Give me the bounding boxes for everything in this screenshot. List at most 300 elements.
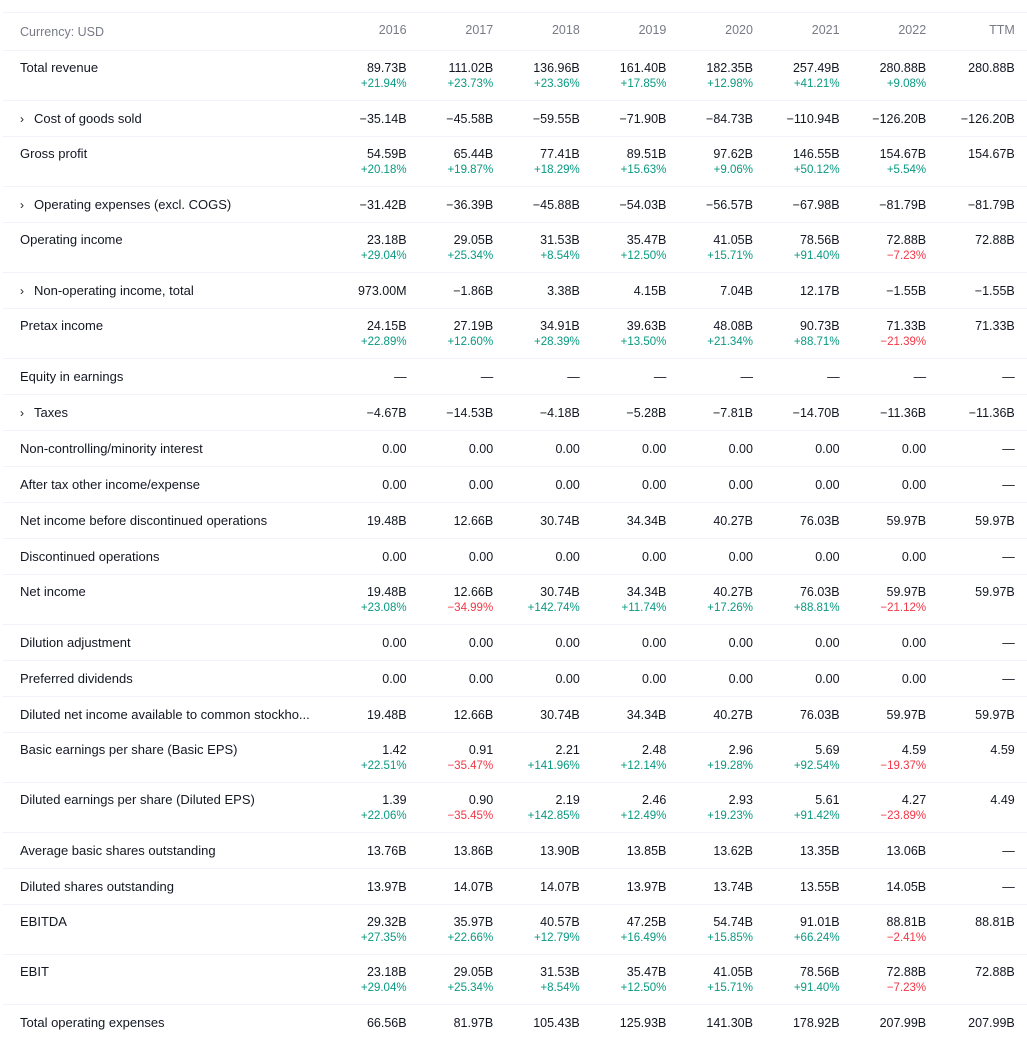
- table-cell: [668, 539, 755, 574]
- table-row: [3, 696, 1027, 732]
- table-cell: [755, 187, 842, 222]
- row-label: [3, 309, 322, 358]
- table-cell: [668, 697, 755, 732]
- row-label[interactable]: [3, 187, 322, 222]
- table-cell: [928, 1005, 1015, 1040]
- cell-change: +12.50%: [620, 250, 667, 262]
- chevron-right-icon[interactable]: ›: [20, 406, 24, 420]
- cell-value: 66.56B: [366, 1016, 407, 1030]
- table-cell: [409, 539, 496, 574]
- cell-value: 29.05B: [453, 233, 494, 247]
- table-cell: [322, 467, 409, 502]
- row-label: [3, 733, 322, 782]
- table-row: [3, 904, 1027, 954]
- table-cell: [928, 431, 1015, 466]
- table-row: [3, 660, 1027, 696]
- table-cell: [322, 833, 409, 868]
- table-cell: [755, 137, 842, 186]
- cell-value: 34.34B: [626, 514, 667, 528]
- cell-change: −35.47%: [447, 760, 494, 772]
- cell-change: +13.50%: [620, 336, 667, 348]
- cell-value: 0.00: [728, 550, 753, 564]
- table-row: [3, 538, 1027, 574]
- cell-value: 0.00: [468, 636, 494, 650]
- cell-value: 141.30B: [706, 1016, 753, 1030]
- cell-value: −11.36B: [880, 406, 927, 420]
- table-cell: [322, 309, 409, 358]
- cell-value: 207.99B: [968, 1016, 1015, 1030]
- table-cell: [755, 467, 842, 502]
- table-cell: [322, 697, 409, 732]
- table-cell: [409, 187, 496, 222]
- row-label[interactable]: [3, 395, 322, 430]
- table-cell: [582, 273, 669, 308]
- table-row[interactable]: [3, 100, 1027, 136]
- table-cell: [842, 223, 929, 272]
- row-label-text: EBITDA: [20, 914, 67, 929]
- table-cell: [842, 431, 929, 466]
- table-cell: [495, 539, 582, 574]
- row-label-text: Discontinued operations: [20, 549, 160, 564]
- table-cell: [322, 273, 409, 308]
- row-label-text: Dilution adjustment: [20, 635, 131, 650]
- table-cell: [409, 905, 496, 954]
- table-cell: [928, 697, 1015, 732]
- cell-value: 2.19: [555, 793, 580, 807]
- cell-value: 72.88B: [886, 965, 927, 979]
- cell-value: 59.97B: [975, 585, 1015, 599]
- table-cell: [495, 359, 582, 394]
- cell-value: 4.15B: [633, 284, 667, 298]
- cell-value: 30.74B: [540, 708, 580, 722]
- table-body: [3, 50, 1027, 1040]
- cell-value: −35.14B: [359, 112, 407, 126]
- cell-value: −4.67B: [366, 406, 407, 420]
- table-cell: [495, 137, 582, 186]
- table-cell: [582, 833, 669, 868]
- cell-value: 154.67B: [968, 147, 1015, 161]
- table-cell: [842, 625, 929, 660]
- cell-value: −11.36B: [968, 406, 1015, 420]
- table-cell: [495, 431, 582, 466]
- row-label: [3, 625, 322, 660]
- cell-change: +12.14%: [620, 760, 667, 772]
- cell-value: 136.96B: [533, 61, 580, 75]
- cell-value: 0.00: [468, 550, 494, 564]
- table-cell: [842, 869, 929, 904]
- cell-value: 12.17B: [799, 284, 840, 298]
- table-cell: [322, 733, 409, 782]
- table-cell: [409, 359, 496, 394]
- cell-value: 0.00: [815, 636, 840, 650]
- chevron-right-icon[interactable]: ›: [20, 198, 24, 212]
- table-cell: [928, 187, 1015, 222]
- cell-value: 72.88B: [975, 965, 1015, 979]
- cell-value: −5.28B: [626, 406, 667, 420]
- cell-change: +17.85%: [620, 78, 667, 90]
- row-label-text: Preferred dividends: [20, 671, 133, 686]
- table-cell: [495, 783, 582, 832]
- table-cell: [755, 223, 842, 272]
- cell-value: 2.96: [728, 743, 753, 757]
- table-cell: [582, 1005, 669, 1040]
- cell-change: +8.54%: [540, 982, 580, 994]
- cell-change: +142.85%: [527, 810, 580, 822]
- cell-value: 59.97B: [975, 514, 1015, 528]
- cell-value: −126.20B: [872, 112, 927, 126]
- cell-value: —: [1002, 478, 1015, 492]
- table-cell: [582, 625, 669, 660]
- cell-value: —: [653, 370, 667, 384]
- cell-value: 77.41B: [540, 147, 580, 161]
- cell-value: 78.56B: [799, 965, 840, 979]
- row-label[interactable]: [3, 101, 322, 136]
- cell-value: 4.59: [990, 743, 1015, 757]
- cell-value: 0.00: [901, 550, 927, 564]
- table-cell: [409, 575, 496, 624]
- cell-value: —: [1002, 442, 1015, 456]
- table-cell: [928, 395, 1015, 430]
- cell-value: 0.00: [642, 672, 667, 686]
- table-cell: [755, 575, 842, 624]
- table-cell: [322, 783, 409, 832]
- cell-value: 48.08B: [713, 319, 753, 333]
- table-cell: [582, 467, 669, 502]
- table-cell: [409, 309, 496, 358]
- cell-value: −126.20B: [960, 112, 1015, 126]
- cell-value: 13.55B: [799, 880, 840, 894]
- table-cell: [322, 539, 409, 574]
- cell-change: −35.45%: [447, 810, 494, 822]
- cell-value: 0.00: [901, 672, 927, 686]
- cell-value: 280.88B: [968, 61, 1015, 75]
- cell-change: +25.34%: [447, 250, 494, 262]
- table-cell: [409, 869, 496, 904]
- table-cell: [495, 833, 582, 868]
- cell-value: −1.86B: [453, 284, 494, 298]
- table-cell: [495, 575, 582, 624]
- cell-value: —: [394, 370, 407, 384]
- cell-value: 59.97B: [886, 514, 927, 528]
- cell-value: 12.66B: [453, 708, 494, 722]
- table-cell: [322, 137, 409, 186]
- row-label-text: Non-operating income, total: [34, 283, 194, 298]
- cell-value: −45.88B: [532, 198, 580, 212]
- table-row: [3, 50, 1027, 100]
- table-cell: [928, 733, 1015, 782]
- cell-value: 0.00: [728, 442, 753, 456]
- row-label: [3, 223, 322, 272]
- cell-change: +8.54%: [540, 250, 580, 262]
- table-row: [3, 358, 1027, 394]
- cell-value: −7.81B: [713, 406, 753, 420]
- table-cell: [409, 697, 496, 732]
- cell-value: −36.39B: [446, 198, 494, 212]
- row-label-text: Total operating expenses: [20, 1015, 165, 1030]
- cell-change: −23.89%: [880, 810, 927, 822]
- cell-change: +19.23%: [707, 810, 753, 822]
- table-cell: [322, 395, 409, 430]
- row-label: [3, 955, 322, 1004]
- table-row: [3, 832, 1027, 868]
- cell-value: 2.21: [555, 743, 580, 757]
- table-cell: [668, 905, 755, 954]
- table-row[interactable]: [3, 186, 1027, 222]
- cell-value: —: [1002, 880, 1015, 894]
- cell-change: −21.12%: [880, 602, 927, 614]
- table-cell: [755, 833, 842, 868]
- table-cell: [755, 101, 842, 136]
- table-cell: [322, 869, 409, 904]
- table-cell: [842, 395, 929, 430]
- cell-value: 31.53B: [540, 233, 580, 247]
- cell-change: +5.54%: [886, 164, 927, 176]
- table-cell: [668, 503, 755, 538]
- cell-change: +66.24%: [793, 932, 840, 944]
- table-cell: [842, 833, 929, 868]
- table-cell: [495, 187, 582, 222]
- table-cell: [495, 101, 582, 136]
- table-cell: [755, 733, 842, 782]
- cell-change: +25.34%: [447, 982, 494, 994]
- cell-change: +41.21%: [793, 78, 840, 90]
- table-cell: [322, 625, 409, 660]
- table-row[interactable]: [3, 272, 1027, 308]
- cell-value: 4.27: [901, 793, 927, 807]
- column-header: 2018: [551, 23, 580, 37]
- table-cell: [409, 467, 496, 502]
- table-cell: [582, 431, 669, 466]
- cell-change: +22.66%: [447, 932, 494, 944]
- cell-value: 0.00: [815, 672, 840, 686]
- table-cell: [322, 905, 409, 954]
- table-row: [3, 430, 1027, 466]
- table-cell: [322, 503, 409, 538]
- cell-value: 3.38B: [547, 284, 580, 298]
- cell-change: +88.81%: [793, 602, 840, 614]
- cell-value: 0.00: [382, 672, 407, 686]
- cell-value: −1.55B: [886, 284, 927, 298]
- cell-value: −81.79B: [967, 198, 1015, 212]
- cell-value: −81.79B: [879, 198, 927, 212]
- row-label-text: Gross profit: [20, 146, 88, 161]
- table-cell: [495, 955, 582, 1004]
- table-cell: [668, 869, 755, 904]
- table-cell: [409, 137, 496, 186]
- cell-value: 89.51B: [626, 147, 667, 161]
- cell-value: 0.00: [642, 550, 667, 564]
- cell-change: +15.71%: [707, 982, 753, 994]
- row-label-text: Diluted net income available to common stockho...: [20, 707, 310, 722]
- cell-change: +21.34%: [707, 336, 753, 348]
- cell-value: —: [567, 370, 580, 384]
- table-cell: [409, 273, 496, 308]
- table-cell: [668, 955, 755, 1004]
- cell-value: —: [1002, 672, 1015, 686]
- row-label-text: After tax other income/expense: [20, 477, 200, 492]
- cell-value: 280.88B: [879, 61, 927, 75]
- row-label: [3, 431, 322, 466]
- cell-value: 1.39: [382, 793, 407, 807]
- table-cell: [928, 869, 1015, 904]
- table-cell: [582, 503, 669, 538]
- cell-value: 23.18B: [366, 965, 407, 979]
- table-cell: [409, 101, 496, 136]
- table-cell: [322, 431, 409, 466]
- table-cell: [582, 733, 669, 782]
- row-label-text: Diluted earnings per share (Diluted EPS): [20, 792, 255, 807]
- cell-change: −21.39%: [880, 336, 927, 348]
- table-cell: [495, 503, 582, 538]
- cell-change: −19.37%: [880, 760, 927, 772]
- cell-value: 12.66B: [453, 514, 494, 528]
- table-cell: [322, 661, 409, 696]
- cell-value: 47.25B: [626, 915, 667, 929]
- cell-value: 76.03B: [799, 708, 840, 722]
- cell-value: −54.03B: [619, 198, 667, 212]
- row-label: [3, 575, 322, 624]
- table-cell: [409, 223, 496, 272]
- cell-value: —: [1002, 844, 1015, 858]
- table-cell: [582, 309, 669, 358]
- cell-value: —: [1002, 550, 1015, 564]
- row-label-text: EBIT: [20, 964, 49, 979]
- chevron-right-icon[interactable]: ›: [20, 284, 24, 298]
- cell-value: 23.18B: [366, 233, 407, 247]
- cell-value: 0.00: [468, 672, 494, 686]
- table-cell: [928, 359, 1015, 394]
- table-cell: [582, 223, 669, 272]
- cell-change: +22.06%: [360, 810, 407, 822]
- column-header: 2017: [465, 23, 494, 37]
- row-label[interactable]: [3, 273, 322, 308]
- table-cell: [495, 395, 582, 430]
- table-cell: [928, 539, 1015, 574]
- table-cell: [495, 273, 582, 308]
- cell-value: −67.98B: [792, 198, 840, 212]
- table-row[interactable]: [3, 394, 1027, 430]
- table-cell: [755, 955, 842, 1004]
- cell-value: —: [740, 370, 753, 384]
- cell-change: +18.29%: [534, 164, 580, 176]
- cell-change: +142.74%: [527, 602, 580, 614]
- cell-value: 35.97B: [453, 915, 494, 929]
- table-cell: [755, 625, 842, 660]
- table-cell: [668, 309, 755, 358]
- cell-value: 0.00: [815, 550, 840, 564]
- row-label: [3, 783, 322, 832]
- cell-value: 59.97B: [886, 585, 927, 599]
- row-label-text: Equity in earnings: [20, 369, 124, 384]
- cell-change: +28.39%: [534, 336, 580, 348]
- cell-change: +50.12%: [793, 164, 840, 176]
- column-header: 2016: [378, 23, 407, 37]
- cell-value: 89.73B: [366, 61, 407, 75]
- row-label: [3, 503, 322, 538]
- cell-value: 973.00M: [357, 284, 407, 298]
- cell-value: 40.27B: [713, 514, 753, 528]
- table-cell: [928, 51, 1015, 100]
- cell-value: 13.97B: [626, 880, 667, 894]
- table-cell: [495, 467, 582, 502]
- cell-value: −45.58B: [446, 112, 494, 126]
- cell-value: 111.02B: [448, 61, 494, 75]
- cell-change: +12.79%: [534, 932, 580, 944]
- cell-value: −84.73B: [706, 112, 753, 126]
- cell-value: 13.86B: [453, 844, 494, 858]
- table-cell: [928, 661, 1015, 696]
- table-cell: [409, 1005, 496, 1040]
- cell-change: +16.49%: [620, 932, 667, 944]
- cell-value: 34.91B: [540, 319, 580, 333]
- row-label-text: Diluted shares outstanding: [20, 879, 174, 894]
- row-label-text: Cost of goods sold: [34, 111, 142, 126]
- table-cell: [322, 575, 409, 624]
- table-cell: [842, 187, 929, 222]
- row-label-text: Taxes: [34, 405, 68, 420]
- table-cell: [668, 273, 755, 308]
- table-cell: [582, 905, 669, 954]
- cell-value: 154.67B: [879, 147, 927, 161]
- cell-value: 88.81B: [975, 915, 1015, 929]
- table-cell: [409, 661, 496, 696]
- row-label: [3, 1005, 322, 1040]
- cell-value: 35.47B: [626, 965, 667, 979]
- chevron-right-icon[interactable]: ›: [20, 112, 24, 126]
- table-cell: [842, 539, 929, 574]
- cell-value: 0.91: [468, 743, 494, 757]
- cell-value: 4.59: [901, 743, 927, 757]
- column-header: TTM: [989, 23, 1015, 37]
- cell-value: 0.00: [555, 550, 580, 564]
- cell-change: −34.99%: [447, 602, 494, 614]
- table-row: [3, 868, 1027, 904]
- table-cell: [495, 869, 582, 904]
- table-cell: [755, 309, 842, 358]
- table-cell: [495, 625, 582, 660]
- row-label: [3, 697, 322, 732]
- table-row: [3, 136, 1027, 186]
- table-cell: [668, 395, 755, 430]
- cell-value: 14.07B: [540, 880, 580, 894]
- table-cell: [582, 661, 669, 696]
- table-cell: [928, 223, 1015, 272]
- cell-value: −14.53B: [446, 406, 494, 420]
- table-row: [3, 502, 1027, 538]
- cell-value: 0.00: [382, 550, 407, 564]
- table-cell: [668, 1005, 755, 1040]
- table-cell: [755, 661, 842, 696]
- row-label-text: Pretax income: [20, 318, 104, 333]
- table-cell: [668, 101, 755, 136]
- table-row: [3, 308, 1027, 358]
- cell-value: 34.34B: [626, 708, 667, 722]
- column-header: 2020: [725, 23, 753, 37]
- cell-value: 0.90: [468, 793, 494, 807]
- row-label: [3, 869, 322, 904]
- cell-change: +9.08%: [886, 78, 927, 90]
- cell-value: 0.00: [555, 478, 580, 492]
- cell-value: 59.97B: [975, 708, 1015, 722]
- table-row: [3, 222, 1027, 272]
- cell-value: 30.74B: [540, 585, 580, 599]
- cell-value: 81.97B: [453, 1016, 494, 1030]
- table-row: [3, 624, 1027, 660]
- table-cell: [409, 395, 496, 430]
- table-cell: [668, 733, 755, 782]
- cell-value: 40.27B: [713, 708, 753, 722]
- table-cell: [928, 273, 1015, 308]
